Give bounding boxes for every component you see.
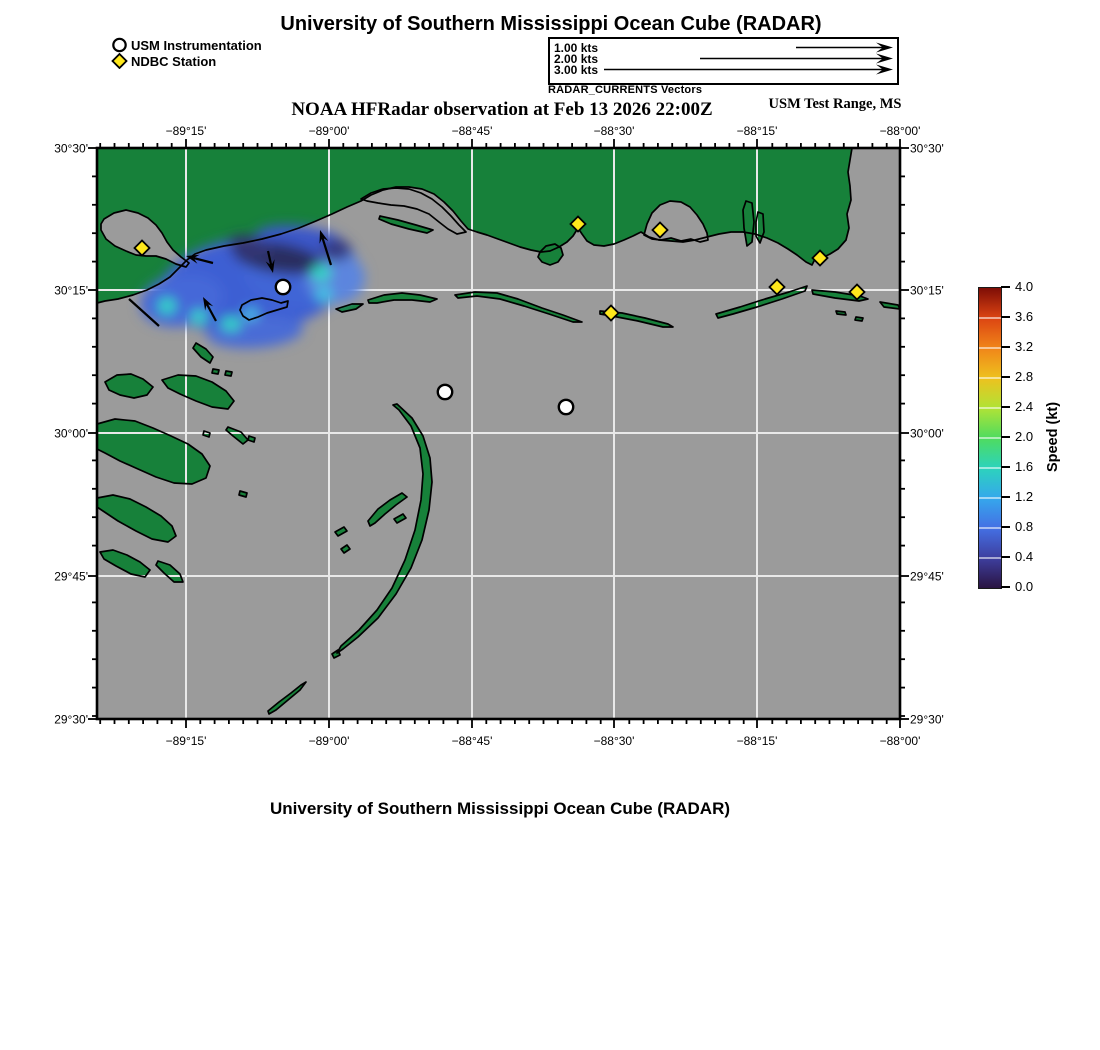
- y-axis-label-right: 30°30': [910, 141, 944, 156]
- x-axis-label-bottom: −89°15': [165, 734, 207, 748]
- y-axis-label-left: 29°30': [54, 712, 88, 727]
- y-axis-label-right: 29°45': [910, 569, 944, 584]
- y-axis-label-right: 30°00': [910, 426, 944, 441]
- vector-scale-2kt: 2.00 kts: [554, 52, 599, 66]
- x-axis-label-top: −88°00': [879, 124, 921, 138]
- colorbar-tick-label: 0.0: [1015, 579, 1034, 594]
- colorbar-tick: [1001, 346, 1010, 348]
- vector-scale-1kt: 1.00 kts: [554, 41, 599, 55]
- x-axis-label-top: −88°15': [736, 124, 778, 138]
- colorbar-tick: [1001, 286, 1010, 288]
- colorbar-tick: [1001, 586, 1010, 588]
- colorbar-tick: [1001, 436, 1010, 438]
- x-axis-label-top: −88°45': [451, 124, 493, 138]
- y-axis-label-left: 30°30': [54, 141, 88, 156]
- x-axis-label-top: −89°15': [165, 124, 207, 138]
- legend-label-usm: USM Instrumentation: [131, 37, 262, 53]
- vector-scale-caption: RADAR_CURRENTS Vectors: [548, 84, 703, 96]
- colorbar-tick: [1001, 496, 1010, 498]
- colorbar-gridline: [979, 527, 1001, 529]
- colorbar: [978, 287, 1002, 589]
- usm-instrument-marker: [276, 280, 290, 294]
- y-axis-label-left: 30°15': [54, 283, 88, 298]
- y-axis-label-left: 29°45': [54, 569, 88, 584]
- legend-label-ndbc: NDBC Station: [131, 53, 217, 69]
- colorbar-tick-label: 2.4: [1015, 399, 1034, 414]
- colorbar-tick-label: 2.0: [1015, 429, 1034, 444]
- usm-instrument-marker: [559, 400, 573, 414]
- colorbar-tick-label: 0.4: [1015, 549, 1034, 564]
- x-axis-label-top: −89°00': [308, 124, 350, 138]
- footer-title: University of Southern Mississippi Ocean Cube (RADAR): [269, 799, 731, 818]
- colorbar-gridline: [979, 497, 1001, 499]
- colorbar-tick: [1001, 526, 1010, 528]
- colorbar-tick: [1001, 406, 1010, 408]
- x-axis-label-top: −88°30': [593, 124, 635, 138]
- x-axis-label-bottom: −88°30': [593, 734, 635, 748]
- x-axis-label-bottom: −88°15': [736, 734, 778, 748]
- colorbar-gridline: [979, 467, 1001, 469]
- colorbar-gridline: [979, 557, 1001, 559]
- colorbar-tick-label: 0.8: [1015, 519, 1034, 534]
- colorbar-tick: [1001, 466, 1010, 468]
- colorbar-gridline: [979, 347, 1001, 349]
- colorbar-tick-label: 1.6: [1015, 459, 1034, 474]
- x-axis-label-bottom: −89°00': [308, 734, 350, 748]
- vector-scale-3kt: 3.00 kts: [554, 63, 599, 77]
- colorbar-tick-label: 3.2: [1015, 339, 1034, 354]
- colorbar-tick: [1001, 376, 1010, 378]
- page-title: University of Southern Mississippi Ocean Cube (RADAR): [280, 13, 822, 35]
- colorbar-gridline: [979, 407, 1001, 409]
- colorbar-tick-label: 4.0: [1015, 279, 1034, 294]
- x-axis-label-bottom: −88°45': [451, 734, 493, 748]
- colorbar-tick-label: 3.6: [1015, 309, 1034, 324]
- usm-instrument-marker: [438, 385, 452, 399]
- colorbar-gridline: [979, 377, 1001, 379]
- colorbar-gridline: [979, 317, 1001, 319]
- colorbar-title: Speed (kt): [1045, 401, 1061, 473]
- colorbar-tick-label: 1.2: [1015, 489, 1034, 504]
- observation-title: NOAA HFRadar observation at Feb 13 2026 22:00Z: [291, 99, 713, 120]
- region-label: USM Test Range, MS: [768, 96, 902, 112]
- x-axis-label-bottom: −88°00': [879, 734, 921, 748]
- colorbar-gridline: [979, 437, 1001, 439]
- y-axis-label-right: 29°30': [910, 712, 944, 727]
- colorbar-tick: [1001, 556, 1010, 558]
- colorbar-tick: [1001, 316, 1010, 318]
- y-axis-label-right: 30°15': [910, 283, 944, 298]
- y-axis-label-left: 30°00': [54, 426, 88, 441]
- colorbar-tick-label: 2.8: [1015, 369, 1034, 384]
